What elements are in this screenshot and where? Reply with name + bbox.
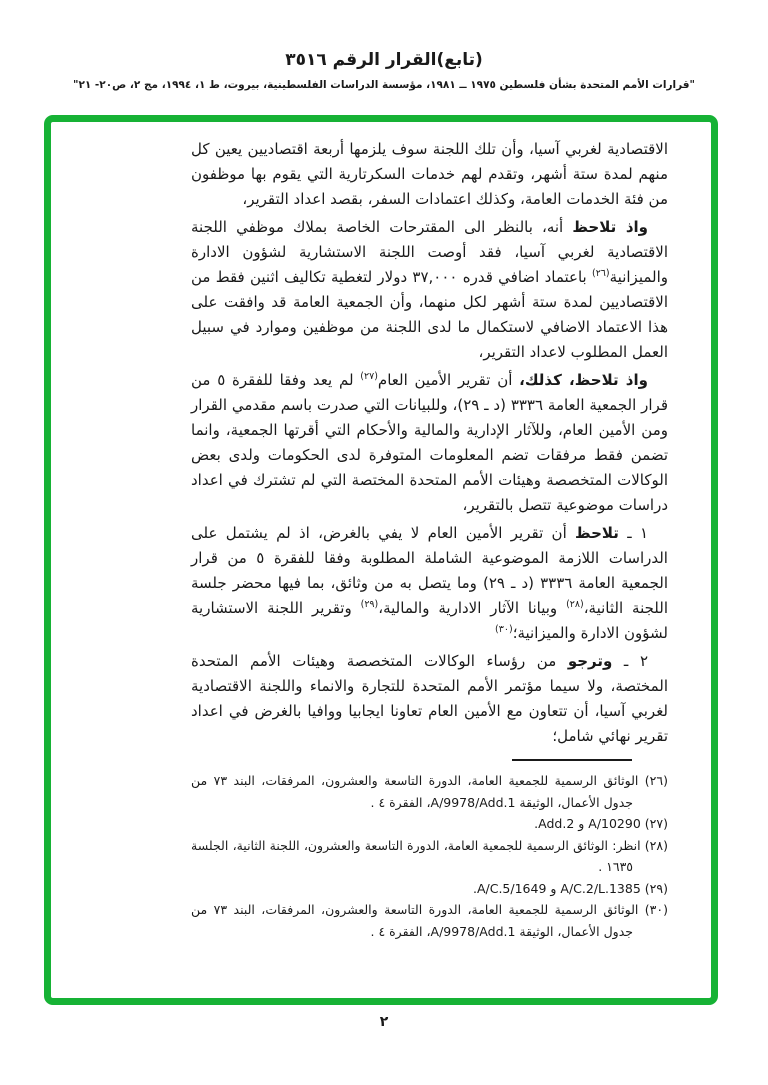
footnote — [191, 878, 668, 900]
text-segment: باعتماد اضافي قدره ٣٧,٠٠٠ دولار لتغطية تكاليف اثنين فقط من الاقتصاديين لمدة ستة أشهر لكل منهما، وأن الجمعية العامة قد وافقت على هذا الاعتماد الاضافي لاستكمال ما لدى اللجنة من موظفين وموارد في سبيل العمل المطلوب لاعداد التقرير، — [191, 268, 668, 361]
emphasis-text: واذ تلاحظ، كذلك، — [519, 371, 648, 389]
body-paragraph — [191, 521, 668, 646]
document-header — [0, 50, 768, 91]
text-segment: أنه، بالنظر الى المقترحات الخاصة بملاك موظفي اللجنة الاقتصادية لغربي آسيا، فقد أوصت اللجنة الاستشارية لشؤون الادارة والميزانية — [191, 218, 669, 286]
footnote-text: انظر: الوثائق الرسمية للجمعية العامة، الدورة التاسعة والعشرون، اللجنة الثانية، الجلسة ١٦٣٥ . — [191, 837, 645, 874]
text-segment: أن تقرير الأمين العام — [377, 371, 520, 389]
footnote-ref: (٣٠) — [495, 624, 513, 635]
resolution-title: (تابع)القرار الرقم ٣٥١٦ — [285, 50, 483, 70]
footnote-marker: (٢٦) — [644, 773, 668, 788]
body-paragraph — [191, 368, 668, 518]
source-citation: "قرارات الأمم المتحدة بشأن فلسطين ١٩٧٥ ــ ١٩٨١، مؤسسة الدراسات الفلسطينية، بيروت، ط ١، ١٩٩٤، مج ٢، ص٢٠- ٢١" — [72, 79, 696, 91]
footnote-ref: (٢٨) — [566, 599, 584, 610]
text-segment: أن تقرير الأمين العام لا يفي بالغرض، اذ لم يشتمل على الدراسات اللازمة الموضوعية الشاملة المطلوبة وفقا للفقرة ٥ من قرار الجمعية العامة ٣٣٣٦ (د ـ ٢٩) وما يتصل به من وثائق، بما فيها محضر جلسة اللجنة الثانية، — [191, 524, 668, 617]
text-segment: من رؤساء الوكالات المتخصصة وهيئات الأمم المتحدة المختصة، ولا سيما مؤتمر الأمم المتحدة للتجارة والانماء واللجنة الاقتصادية لغربي آسيا، أن تتعاون مع الأمين العام تعاونا ايجابيا ووافيا بالغرض في اعداد تقرير نهائي شامل؛ — [191, 652, 668, 745]
text-segment: وبيانا الآثار الادارية والمالية، — [378, 599, 567, 617]
green-border-frame — [44, 115, 718, 1005]
footnote-separator — [512, 759, 632, 761]
text-segment: لم يعد وفقا للفقرة ٥ من قرار الجمعية العامة ٣٣٣٦ (د ـ ٢٩)، وللبيانات التي صدرت باسم مقدمي القرار ومن الأمين العام، وللآثار الإدارية والمالية والأحكام التي أقرتها الجمعية، وانما تضمن فقط مرفقات تضم المعلومات المتوفرة لدى الحكومات ولدى بعض الوكالات المتخصصة وهيئات الأمم المتحدة المختصة التي لم تشترك في اعداد دراسات موضوعية تتصل بالتقرير، — [191, 371, 668, 514]
body-paragraph — [191, 649, 668, 749]
page-number: ٢ — [379, 1014, 389, 1030]
footnote-ref: (٢٦) — [591, 268, 610, 279]
footnote-text: A/10290 و Add.2. — [534, 816, 645, 831]
footnotes — [191, 770, 668, 942]
emphasis-text: واذ تلاحظ — [572, 218, 648, 236]
footnote — [191, 770, 668, 813]
text-segment: ٢ ـ — [612, 652, 648, 670]
text-segment: وتقرير اللجنة الاستشارية لشؤون الادارة والميزانية؛ — [191, 599, 668, 642]
footnote-marker: (٢٧) — [644, 816, 668, 831]
footnote-ref: (٢٧) — [360, 371, 378, 382]
text-segment: ١ ـ — [618, 524, 648, 542]
footnote-marker: (٣٠) — [644, 902, 668, 917]
footnote — [191, 899, 668, 942]
footnote-marker: (٢٨) — [644, 837, 668, 853]
emphasis-text: تلاحظ — [575, 524, 619, 542]
text-segment: الاقتصادية لغربي آسيا، وأن تلك اللجنة سوف يلزمها أربعة اقتصاديين يعين كل منهم لمدة ستة أشهر، وتقدم لهم خدمات السكرتارية التي يقوم بها موظفون من فئة الخدمات العامة، وكذلك اعتمادات السفر، بقصد اعداد التقرير، — [191, 140, 668, 208]
footnote-text: الوثائق الرسمية للجمعية العامة، الدورة التاسعة والعشرون، المرفقات، البند ٧٣ من جدول الأعمال، الوثيقة A/9978/Add.1، الفقرة ٤ . — [191, 773, 645, 810]
footnote — [191, 835, 668, 878]
footnote-text: الوثائق الرسمية للجمعية العامة، الدورة التاسعة والعشرون، المرفقات، البند ٧٣ من جدول الأعمال، الوثيقة A/9978/Add.1، الفقرة ٤ . — [191, 902, 645, 939]
body-paragraph — [191, 215, 668, 365]
body-paragraphs — [191, 137, 668, 749]
emphasis-text: وترجو — [567, 652, 613, 670]
footnote-ref: (٢٩) — [360, 599, 379, 610]
footnote-marker: (٢٩) — [644, 880, 668, 896]
resolution-text-block — [51, 122, 711, 998]
footnote — [191, 813, 668, 835]
body-paragraph — [191, 137, 668, 212]
footnote-text: A/C.2/L.1385 و A/C.5/1649. — [472, 880, 645, 896]
